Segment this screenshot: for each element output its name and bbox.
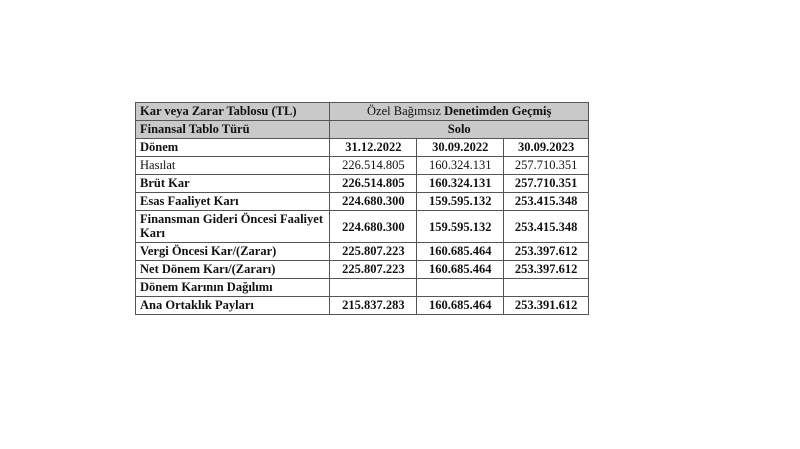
row-value: 159.595.132 — [417, 193, 504, 211]
row-value: 253.415.348 — [504, 211, 589, 243]
period-label: Dönem — [136, 139, 330, 157]
period-header: 30.09.2022 — [417, 139, 504, 157]
row-value: 160.324.131 — [417, 175, 504, 193]
row-value: 160.685.464 — [417, 261, 504, 279]
table-row — [136, 279, 589, 297]
table-row — [136, 193, 589, 211]
statement-type-label: Finansal Tablo Türü — [136, 121, 330, 139]
table-title: Kar veya Zarar Tablosu (TL) — [136, 103, 330, 121]
row-value: 225.807.223 — [330, 261, 417, 279]
row-value: 159.595.132 — [417, 211, 504, 243]
row-label: Ana Ortaklık Payları — [136, 297, 330, 315]
table-row — [136, 211, 589, 243]
row-value: 224.680.300 — [330, 193, 417, 211]
statement-type-row — [136, 121, 589, 139]
row-label: Vergi Öncesi Kar/(Zarar) — [136, 243, 330, 261]
row-value: 253.397.612 — [504, 261, 589, 279]
period-row — [136, 139, 589, 157]
row-value: 226.514.805 — [330, 175, 417, 193]
row-value: 160.324.131 — [417, 157, 504, 175]
row-label: Brüt Kar — [136, 175, 330, 193]
table-row — [136, 243, 589, 261]
row-value: 225.807.223 — [330, 243, 417, 261]
income-statement-table — [135, 102, 589, 315]
audit-status — [330, 103, 589, 121]
table-row — [136, 261, 589, 279]
period-header: 31.12.2022 — [330, 139, 417, 157]
row-value: 253.391.612 — [504, 297, 589, 315]
row-value: 224.680.300 — [330, 211, 417, 243]
period-header: 30.09.2023 — [504, 139, 589, 157]
row-label: Esas Faaliyet Karı — [136, 193, 330, 211]
row-value — [417, 279, 504, 297]
table-row — [136, 297, 589, 315]
row-value: 215.837.283 — [330, 297, 417, 315]
row-value: 226.514.805 — [330, 157, 417, 175]
row-label: Net Dönem Karı/(Zararı) — [136, 261, 330, 279]
audit-status-suffix: Denetimden Geçmiş — [444, 104, 552, 118]
row-label: Finansman Gideri Öncesi Faaliyet Karı — [136, 211, 330, 243]
row-value: 160.685.464 — [417, 297, 504, 315]
row-value — [330, 279, 417, 297]
row-value — [504, 279, 589, 297]
row-label: Hasılat — [136, 157, 330, 175]
statement-type-value: Solo — [330, 121, 589, 139]
table-row — [136, 157, 589, 175]
table-row — [136, 175, 589, 193]
row-value: 253.397.612 — [504, 243, 589, 261]
audit-status-prefix: Özel Bağımsız — [367, 104, 441, 118]
row-label: Dönem Karının Dağılımı — [136, 279, 330, 297]
row-value: 160.685.464 — [417, 243, 504, 261]
row-value: 257.710.351 — [504, 175, 589, 193]
row-value: 257.710.351 — [504, 157, 589, 175]
row-value: 253.415.348 — [504, 193, 589, 211]
table-header-row — [136, 103, 589, 121]
